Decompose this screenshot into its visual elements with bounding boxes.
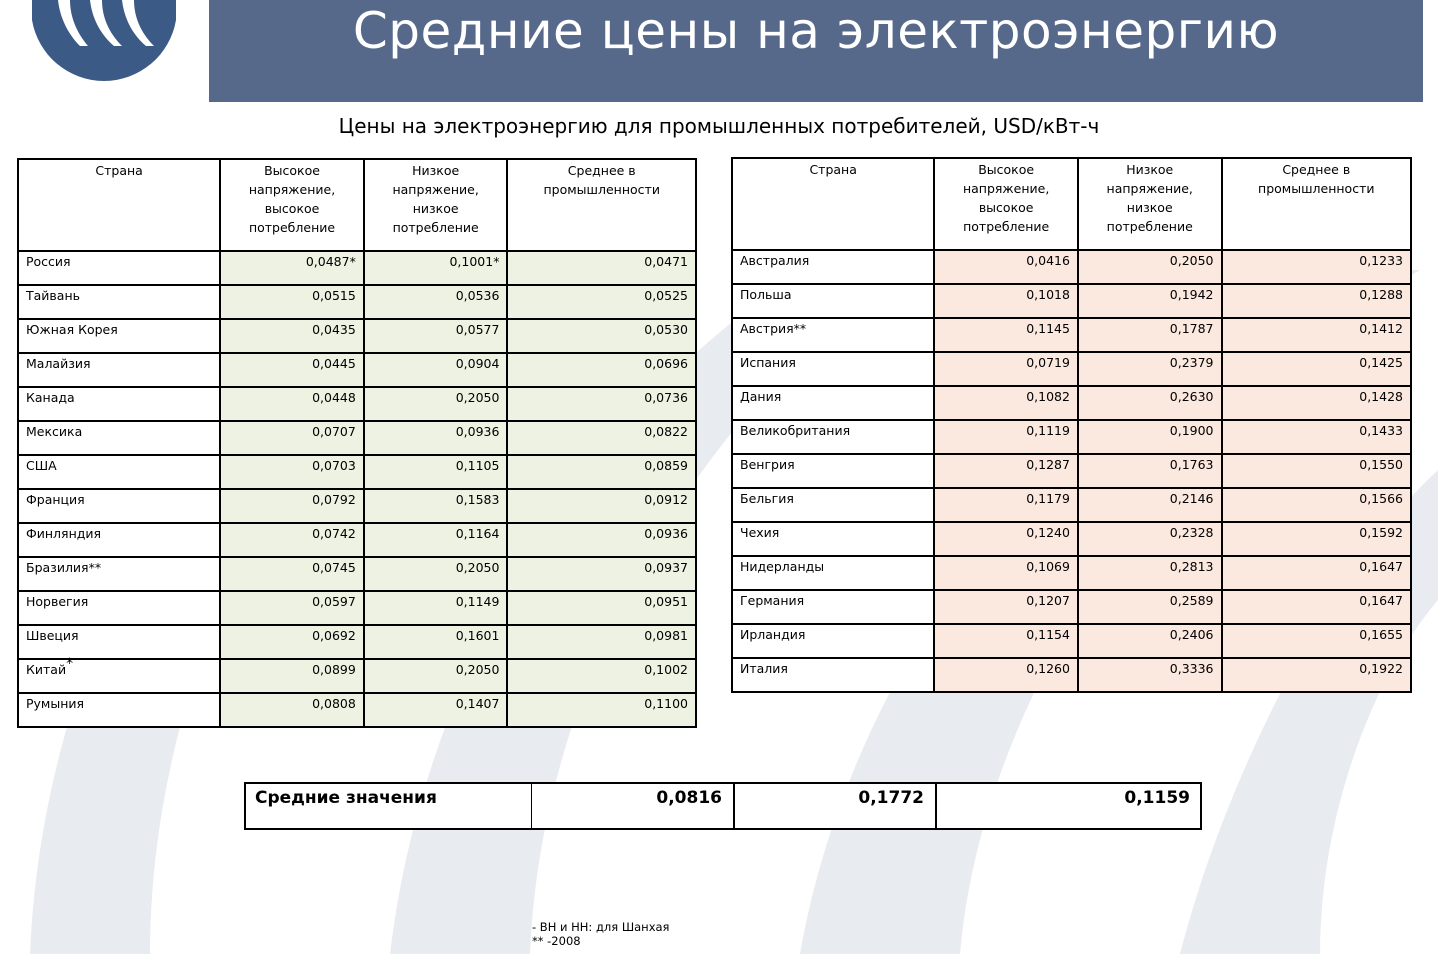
table-row xyxy=(732,658,1411,692)
table-row xyxy=(18,591,696,625)
country-cell: Финляндия xyxy=(18,523,220,557)
low-voltage-cell: 0,1105 xyxy=(364,455,508,489)
high-voltage-cell: 0,0416 xyxy=(934,250,1078,284)
low-voltage-cell: 0,1407 xyxy=(364,693,508,727)
table-row xyxy=(732,318,1411,352)
low-voltage-cell: 0,2050 xyxy=(1078,250,1222,284)
industry-average-cell: 0,1655 xyxy=(1222,624,1411,658)
low-voltage-cell: 0,2589 xyxy=(1078,590,1222,624)
country-cell: Нидерланды xyxy=(732,556,934,590)
low-voltage-cell: 0,1001* xyxy=(364,251,508,285)
country-cell: Польша xyxy=(732,284,934,318)
high-voltage-cell: 0,0792 xyxy=(220,489,364,523)
low-voltage-cell: 0,2050 xyxy=(364,557,508,591)
company-logo-icon xyxy=(28,0,178,102)
high-voltage-cell: 0,1287 xyxy=(934,454,1078,488)
table-caption: Цены на электроэнергию для промышленных потребителей, USD/кВт-ч xyxy=(338,114,1100,138)
country-cell: Австралия xyxy=(732,250,934,284)
averages-high-voltage: 0,0816 xyxy=(532,784,735,828)
table-row xyxy=(18,489,696,523)
table-row xyxy=(732,284,1411,318)
header-low-voltage: Низкое напряжение, низкое потребление xyxy=(364,159,508,251)
industry-average-cell: 0,0859 xyxy=(507,455,696,489)
averages-row xyxy=(244,782,1202,830)
table-row xyxy=(732,352,1411,386)
industry-average-cell: 0,0525 xyxy=(507,285,696,319)
table-row xyxy=(732,590,1411,624)
low-voltage-cell: 0,2406 xyxy=(1078,624,1222,658)
country-cell: США xyxy=(18,455,220,489)
country-cell: Франция xyxy=(18,489,220,523)
header-industry-average: Среднее в промышленности xyxy=(507,159,696,251)
table-row xyxy=(18,625,696,659)
high-voltage-cell: 0,1119 xyxy=(934,420,1078,454)
country-cell: Южная Корея xyxy=(18,319,220,353)
industry-average-cell: 0,0981 xyxy=(507,625,696,659)
low-voltage-cell: 0,1601 xyxy=(364,625,508,659)
industry-average-cell: 0,1592 xyxy=(1222,522,1411,556)
low-voltage-cell: 0,2050 xyxy=(364,659,508,693)
high-voltage-cell: 0,0745 xyxy=(220,557,364,591)
country-cell: Россия xyxy=(18,251,220,285)
table-row xyxy=(732,250,1411,284)
header-high-voltage: Высокое напряжение, высокое потребление xyxy=(220,159,364,251)
table-row xyxy=(18,421,696,455)
high-voltage-cell: 0,0435 xyxy=(220,319,364,353)
country-cell: Румыния xyxy=(18,693,220,727)
table-row xyxy=(732,556,1411,590)
low-voltage-cell: 0,0577 xyxy=(364,319,508,353)
industry-average-cell: 0,1647 xyxy=(1222,556,1411,590)
price-table-right xyxy=(731,157,1412,693)
low-voltage-cell: 0,2146 xyxy=(1078,488,1222,522)
country-cell: Тайвань xyxy=(18,285,220,319)
low-voltage-cell: 0,1149 xyxy=(364,591,508,625)
industry-average-cell: 0,0937 xyxy=(507,557,696,591)
high-voltage-cell: 0,0707 xyxy=(220,421,364,455)
industry-average-cell: 0,1288 xyxy=(1222,284,1411,318)
industry-average-cell: 0,1412 xyxy=(1222,318,1411,352)
footnote-1: - ВН и НН: для Шанхая xyxy=(532,920,670,934)
table-row xyxy=(732,624,1411,658)
country-cell: Венгрия xyxy=(732,454,934,488)
table-row xyxy=(732,454,1411,488)
country-cell: Китай* xyxy=(18,659,220,693)
table-row xyxy=(732,522,1411,556)
table-row xyxy=(18,523,696,557)
footnote-2: ** -2008 xyxy=(532,934,581,948)
country-cell: Дания xyxy=(732,386,934,420)
high-voltage-cell: 0,0597 xyxy=(220,591,364,625)
industry-average-cell: 0,0530 xyxy=(507,319,696,353)
industry-average-cell: 0,0696 xyxy=(507,353,696,387)
industry-average-cell: 0,0951 xyxy=(507,591,696,625)
country-cell: Германия xyxy=(732,590,934,624)
table-row xyxy=(18,353,696,387)
footnotes xyxy=(532,920,669,948)
high-voltage-cell: 0,0445 xyxy=(220,353,364,387)
industry-average-cell: 0,0822 xyxy=(507,421,696,455)
country-cell: Ирландия xyxy=(732,624,934,658)
country-cell: Норвегия xyxy=(18,591,220,625)
country-cell: Бразилия** xyxy=(18,557,220,591)
table-header-row xyxy=(732,158,1411,250)
low-voltage-cell: 0,2328 xyxy=(1078,522,1222,556)
page-title: Средние цены на электроэнергию xyxy=(352,2,1280,60)
table-row xyxy=(732,420,1411,454)
low-voltage-cell: 0,1583 xyxy=(364,489,508,523)
low-voltage-cell: 0,2050 xyxy=(364,387,508,421)
high-voltage-cell: 0,0703 xyxy=(220,455,364,489)
country-cell: Чехия xyxy=(732,522,934,556)
table-row xyxy=(18,319,696,353)
low-voltage-cell: 0,0904 xyxy=(364,353,508,387)
header-country: Страна xyxy=(18,159,220,251)
industry-average-cell: 0,1233 xyxy=(1222,250,1411,284)
header-low-voltage: Низкое напряжение, низкое потребление xyxy=(1078,158,1222,250)
header-industry-average: Среднее в промышленности xyxy=(1222,158,1411,250)
high-voltage-cell: 0,0899 xyxy=(220,659,364,693)
table-row xyxy=(18,659,696,693)
table-row xyxy=(732,488,1411,522)
title-bar xyxy=(209,0,1423,102)
country-cell: Бельгия xyxy=(732,488,934,522)
low-voltage-cell: 0,0936 xyxy=(364,421,508,455)
high-voltage-cell: 0,0719 xyxy=(934,352,1078,386)
table-row xyxy=(18,557,696,591)
industry-average-cell: 0,1425 xyxy=(1222,352,1411,386)
industry-average-cell: 0,1433 xyxy=(1222,420,1411,454)
high-voltage-cell: 0,0487* xyxy=(220,251,364,285)
table-row xyxy=(18,693,696,727)
industry-average-cell: 0,0936 xyxy=(507,523,696,557)
country-cell: Швеция xyxy=(18,625,220,659)
low-voltage-cell: 0,2813 xyxy=(1078,556,1222,590)
industry-average-cell: 0,1922 xyxy=(1222,658,1411,692)
table-row xyxy=(18,251,696,285)
averages-low-voltage: 0,1772 xyxy=(735,784,937,828)
header-high-voltage: Высокое напряжение, высокое потребление xyxy=(934,158,1078,250)
header-country: Страна xyxy=(732,158,934,250)
low-voltage-cell: 0,1900 xyxy=(1078,420,1222,454)
industry-average-cell: 0,1550 xyxy=(1222,454,1411,488)
low-voltage-cell: 0,1164 xyxy=(364,523,508,557)
averages-label: Средние значения xyxy=(246,784,532,828)
footnote-mark: * xyxy=(66,656,74,672)
low-voltage-cell: 0,2379 xyxy=(1078,352,1222,386)
high-voltage-cell: 0,1018 xyxy=(934,284,1078,318)
industry-average-cell: 0,1566 xyxy=(1222,488,1411,522)
industry-average-cell: 0,1100 xyxy=(507,693,696,727)
table-header-row xyxy=(18,159,696,251)
averages-industry: 0,1159 xyxy=(1124,788,1190,808)
country-cell: Мексика xyxy=(18,421,220,455)
industry-average-cell: 0,0912 xyxy=(507,489,696,523)
low-voltage-cell: 0,0536 xyxy=(364,285,508,319)
industry-average-cell: 0,0736 xyxy=(507,387,696,421)
high-voltage-cell: 0,0808 xyxy=(220,693,364,727)
table-row xyxy=(18,455,696,489)
high-voltage-cell: 0,1207 xyxy=(934,590,1078,624)
high-voltage-cell: 0,1179 xyxy=(934,488,1078,522)
low-voltage-cell: 0,1942 xyxy=(1078,284,1222,318)
industry-average-cell: 0,1002 xyxy=(507,659,696,693)
high-voltage-cell: 0,1260 xyxy=(934,658,1078,692)
price-table-left xyxy=(17,158,697,728)
industry-average-cell: 0,0471 xyxy=(507,251,696,285)
high-voltage-cell: 0,1240 xyxy=(934,522,1078,556)
low-voltage-cell: 0,3336 xyxy=(1078,658,1222,692)
table-row xyxy=(18,285,696,319)
country-cell: Австрия** xyxy=(732,318,934,352)
country-cell: Италия xyxy=(732,658,934,692)
country-cell: Испания xyxy=(732,352,934,386)
table-row xyxy=(732,386,1411,420)
country-cell: Малайзия xyxy=(18,353,220,387)
high-voltage-cell: 0,1145 xyxy=(934,318,1078,352)
low-voltage-cell: 0,2630 xyxy=(1078,386,1222,420)
industry-average-cell: 0,1428 xyxy=(1222,386,1411,420)
high-voltage-cell: 0,1082 xyxy=(934,386,1078,420)
country-cell: Канада xyxy=(18,387,220,421)
high-voltage-cell: 0,0742 xyxy=(220,523,364,557)
high-voltage-cell: 0,0692 xyxy=(220,625,364,659)
low-voltage-cell: 0,1787 xyxy=(1078,318,1222,352)
country-cell: Великобритания xyxy=(732,420,934,454)
high-voltage-cell: 0,0515 xyxy=(220,285,364,319)
high-voltage-cell: 0,0448 xyxy=(220,387,364,421)
low-voltage-cell: 0,1763 xyxy=(1078,454,1222,488)
high-voltage-cell: 0,1154 xyxy=(934,624,1078,658)
high-voltage-cell: 0,1069 xyxy=(934,556,1078,590)
industry-average-cell: 0,1647 xyxy=(1222,590,1411,624)
table-row xyxy=(18,387,696,421)
